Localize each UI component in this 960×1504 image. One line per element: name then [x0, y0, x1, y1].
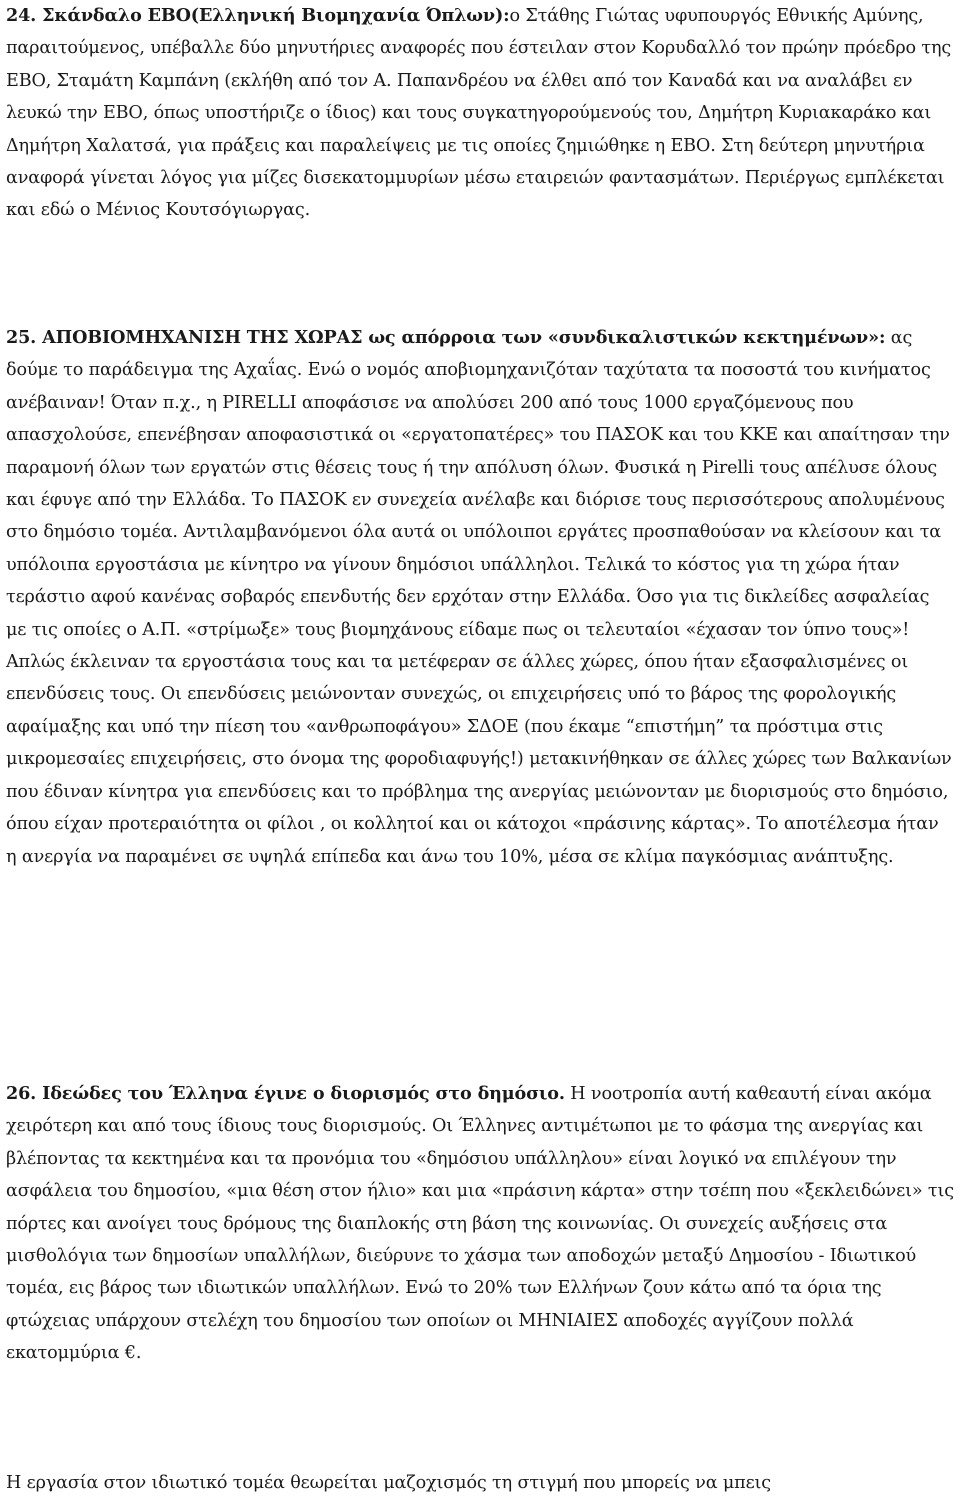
section-24-paragraph	[6, 0, 954, 227]
section-26-body: Η νοοτροπία αυτή καθεαυτή είναι ακόμα χειρότερη και από τους ίδιους τους διορισμούς. Οι Έλληνες αντιμέτωποι με το φάσμα της ανεργίας και βλέποντας τα κεκτημένα και τα προνόμια του «δημόσιου υπάλληλου» είναι λογικό να επιλέγουν την ασφάλεια του δημοσίου, «μια θέση στον ήλιο» και μια «πράσινη κάρτα» στην τσέπη που «ξεκλειδώνει» τις πόρτες και ανοίγει τους δρόμους της διαπλοκής στη βάση της κοινωνίας. Οι συνεχείς αυξήσεις στα μισθολόγια των δημοσίων υπαλλήλων, διεύρυνε το χάσμα των αποδοχών μεταξύ Δημοσίου - Ιδιωτικού τομέα, εις βάρος των ιδιωτικών υπαλλήλων. Ενώ το 20% των Ελλήνων ζουν κάτω από τα όρια της φτώχειας υπάρχουν στελέχη του δημοσίου των οποίων οι ΜΗΝΙΑΙΕΣ αποδοχές αγγίζουν πολλά εκατομμύρια €.	[6, 1084, 954, 1364]
section-27-paragraph	[6, 1467, 954, 1499]
section-25-heading: 25. ΑΠΟΒΙΟΜΗΧΑΝΙΣΗ ΤΗΣ ΧΩΡΑΣ ως απόρροια των «συνδικαλιστικών κεκτημένων»:	[6, 327, 886, 348]
section-24-heading: 24. Σκάνδαλο ΕΒΟ(Ελληνική Βιομηχανία Όπλων):	[6, 5, 510, 26]
section-26-paragraph	[6, 1078, 954, 1370]
section-25-body: ας δούμε το παράδειγμα της Αχαΐας. Ενώ ο νομός αποβιομηχανιζόταν ταχύτατα τα ποσοστά του κινήματος ανέβαιναν! Όταν π.χ., η PIRELLI αποφάσισε να απολύσει 200 από τους 1000 εργαζόμενους που απασχολούσε, επενέβησαν αποφασιστικά οι «εργατοπατέρες» του ΠΑΣΟΚ και του ΚΚΕ και απαίτησαν την παραμονή όλων των εργατών στις θέσεις τους ή την απόλυση όλων. Φυσικά η Pirelli τους απέλυσε όλους και έφυγε από την Ελλάδα. Το ΠΑΣΟΚ εν συνεχεία ανέλαβε και διόρισε τους περισσότερους απολυμένους στο δημόσιο τομέα. Αντιλαμβανόμενοι όλα αυτά οι υπόλοιποι εργάτες προσπαθούσαν να κλείσουν και τα υπόλοιπα εργοστάσια με κίνητρο να γίνουν δημόσιοι υπάλληλοι. Τελικά το κόστος για τη χώρα ήταν τεράστιο αφού κανένας σοβαρός επενδυτής δεν ερχόταν στην Ελλάδα. Όσο για τις δικλείδες ασφαλείας με τις οποίες ο Α.Π. «στρίμωξε» τους βιομηχάνους είδαμε πως οι τελευταίοι «έχασαν τον ύπνο τους»! Απλώς έκλειναν τα εργοστάσια τους και τα μετέφεραν σε άλλες χώρες, όπου ήταν εξασφαλισμένες οι επενδύσεις τους. Οι επενδύσεις μειώνονταν συνεχώς, οι επιχειρήσεις υπό το βάρος της φορολογικής αφαίμαξης και υπό την πίεση του «ανθρωποφάγου» ΣΔΟΕ (που έκαμε “επιστήμη” τα πρόστιμα στις μικρομεσαίες επιχειρήσεις, στο όνομα της φοροδιαφυγής!) μετακινήθηκαν σε άλλες χώρες των Βαλκανίων που έδιναν κίνητρα για επενδύσεις και το πρόβλημα της ανεργίας μειώνονταν με διορισμούς στο δημόσιο, όπου είχαν προτεραιότητα οι φίλοι , οι κολλητοί και οι κάτοχοι «πράσινης κάρτας». Το αποτέλεσμα ήταν η ανεργία να παραμένει σε υψηλά επίπεδα και άνω του 10%, μέσα σε κλίμα παγκόσμιας ανάπτυξης.	[6, 328, 952, 867]
section-26-heading: 26. Ιδεώδες του Έλληνα έγινε ο διορισμός στο δημόσιο.	[6, 1083, 565, 1104]
section-27-body: Η εργασία στον ιδιωτικό τομέα θεωρείται μαζοχισμός τη στιγμή που μπορείς να μπεις	[6, 1473, 771, 1493]
section-24-body: ο Στάθης Γιώτας υφυπουργός Εθνικής Αμύνης, παραιτούμενος, υπέβαλλε δύο μηνυτήριες αναφορές που έστειλαν στον Κορυδαλλό τον πρώην πρόεδρο της ΕΒΟ, Σταμάτη Καμπάνη (εκλήθη από τον Α. Παπανδρέου να έλθει από τον Καναδά και να αναλάβει εν λευκώ την ΕΒΟ, όπως υποστήριζε ο ίδιος) και τους συγκατηγορούμενούς του, Δημήτρη Κυριακαράκο και Δημήτρη Χαλατσά, για πράξεις και παραλείψεις με τις οποίες ζημιώθηκε η ΕΒΟ. Στη δεύτερη μηνυτήρια αναφορά γίνεται λόγος για μίζες δισεκατομμυρίων μέσω εταιρειών φαντασμάτων. Περιέργως εμπλέκεται και εδώ ο Μένιος Κουτσόγιωργας.	[6, 6, 952, 221]
section-25-paragraph	[6, 322, 954, 873]
